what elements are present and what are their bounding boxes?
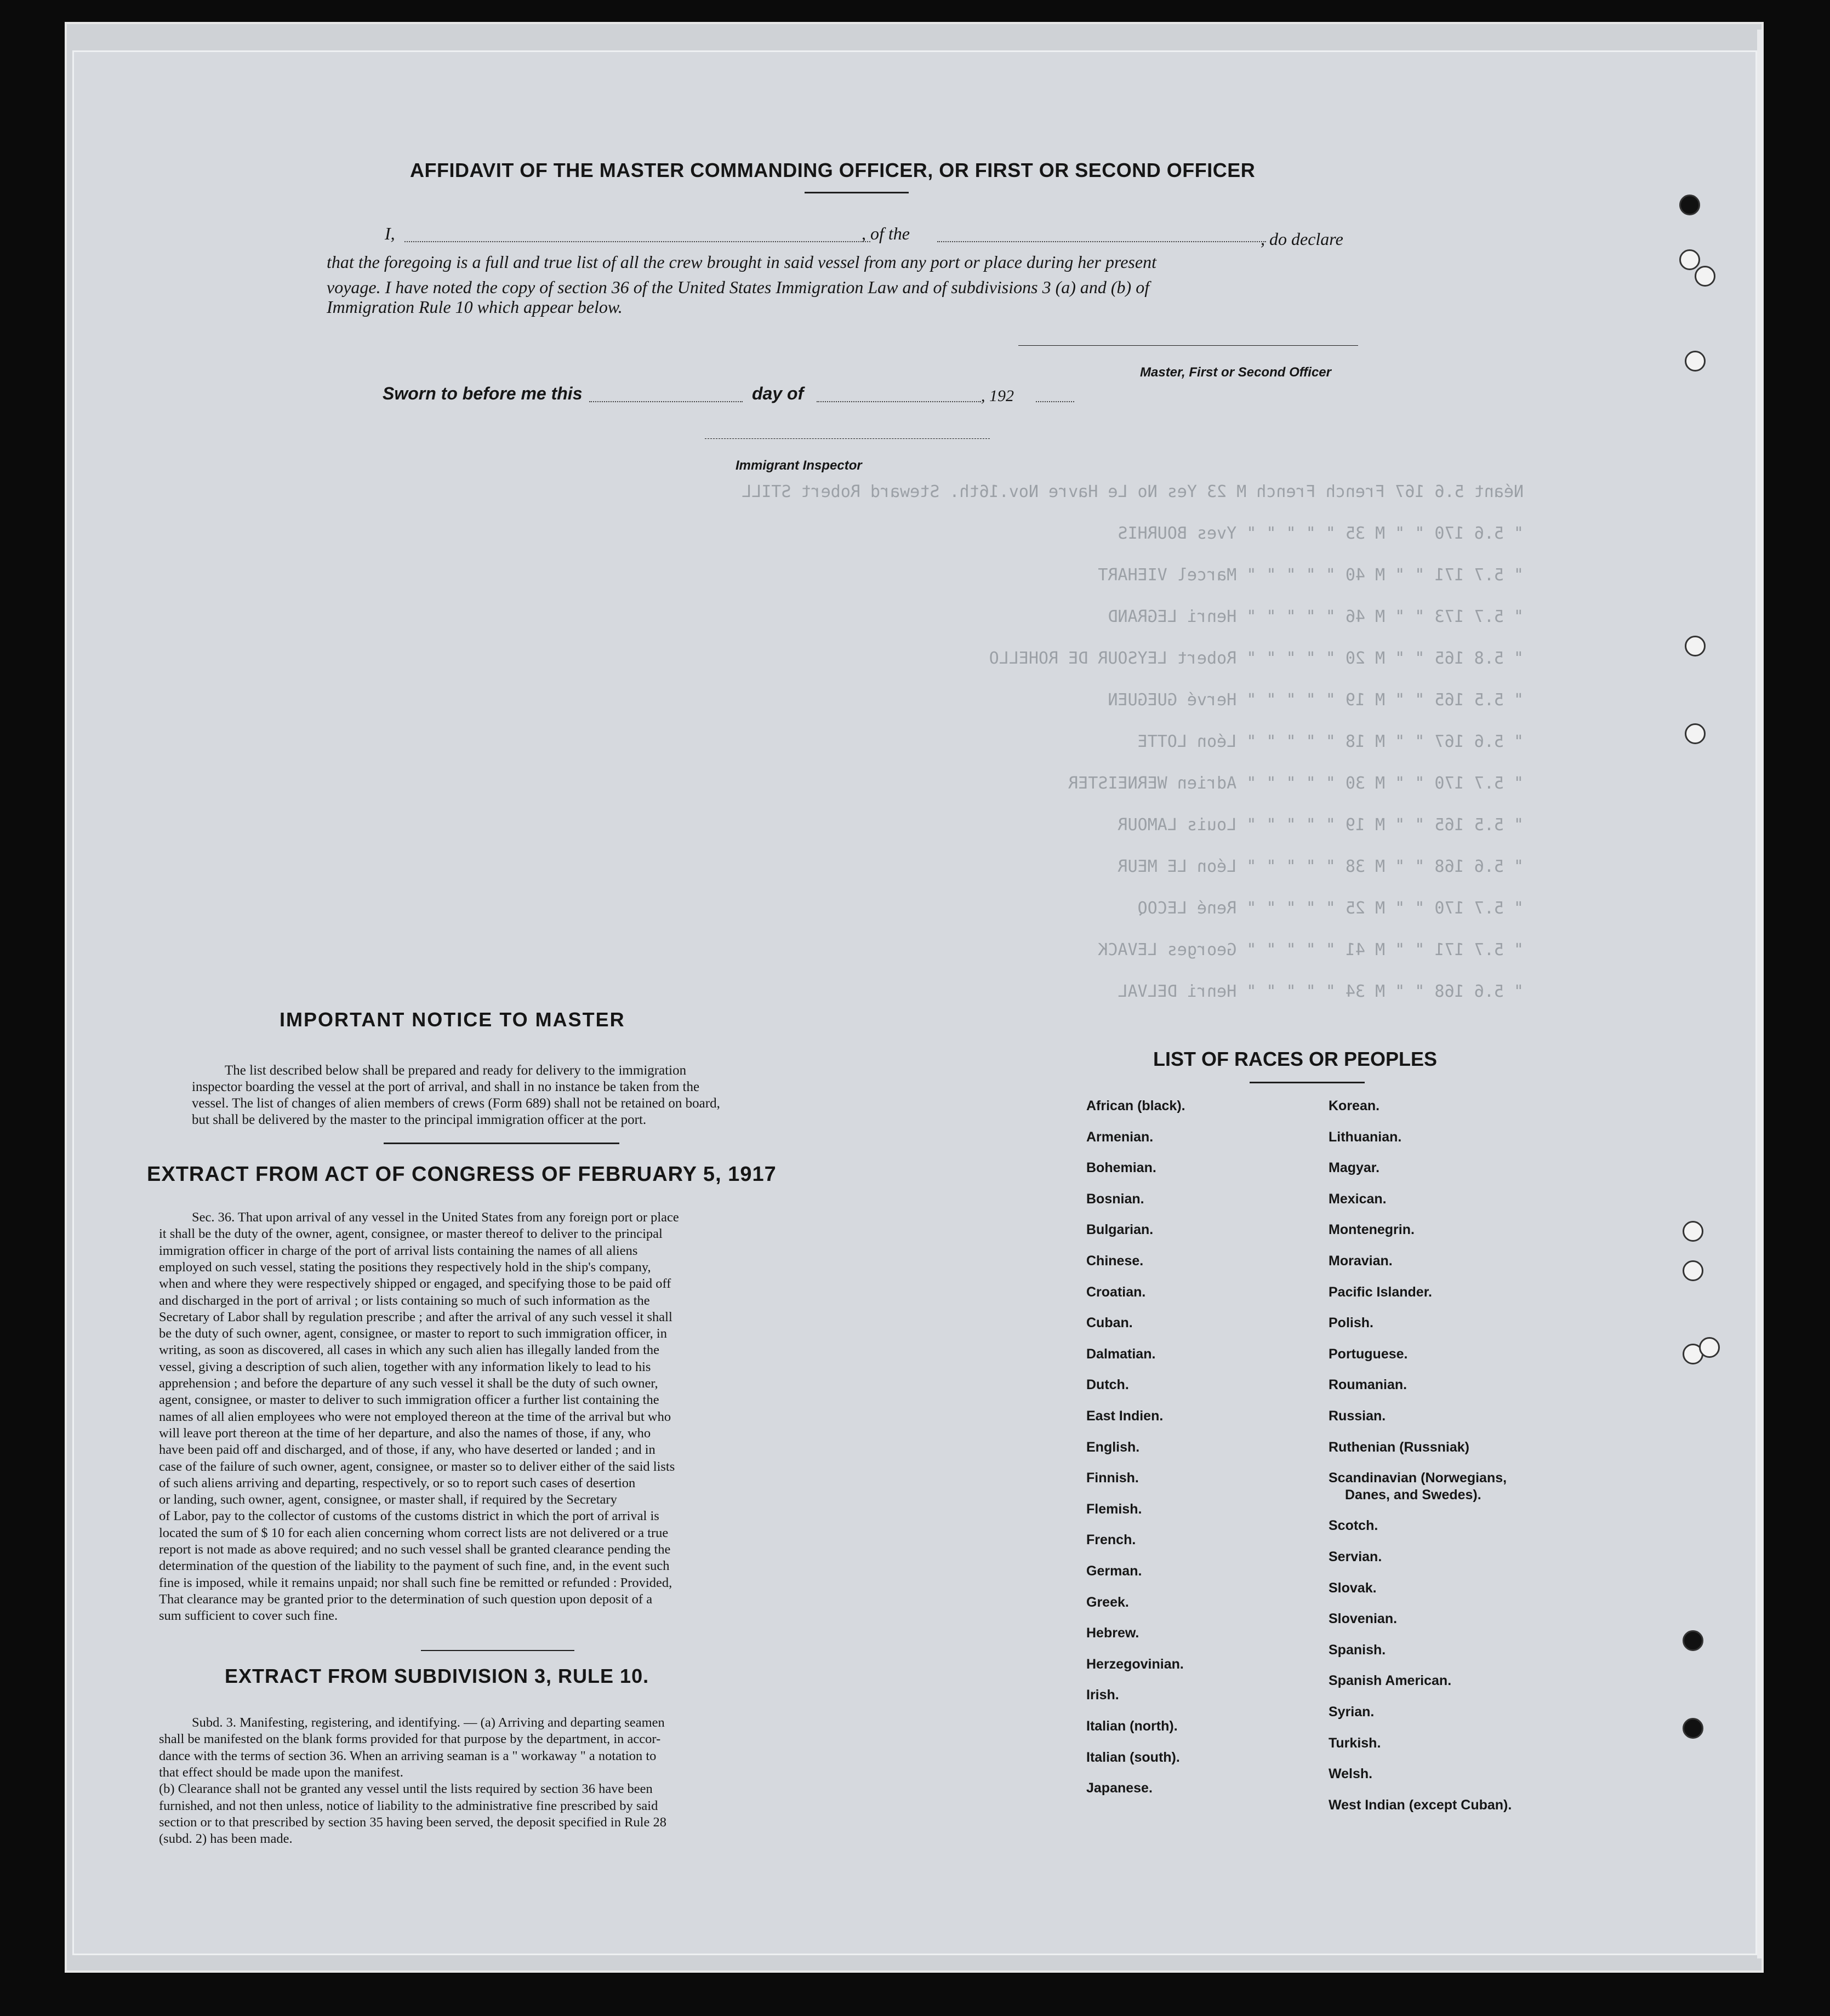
act-line: it shall be the duty of the owner, agent, consignee, or master thereof to deliver to the principal <box>159 1226 663 1242</box>
race-item: Ruthenian (Russniak) <box>1329 1439 1469 1455</box>
race-item: Finnish. <box>1086 1470 1139 1486</box>
name-field[interactable] <box>404 241 870 242</box>
race-item: Japanese. <box>1086 1780 1153 1796</box>
act-line: and discharged in the port of arrival ; or lists containing so much of such information as the <box>159 1293 650 1308</box>
race-item: Roumanian. <box>1329 1377 1407 1393</box>
race-item: Danes, and Swedes). <box>1345 1487 1481 1503</box>
punch-hole <box>1699 1337 1720 1358</box>
punch-hole <box>1683 1718 1703 1739</box>
act-line: employed on such vessel, stating the positions they respectively hold in the ship's company, <box>159 1259 651 1275</box>
inspector-signature-line[interactable] <box>705 438 990 439</box>
punch-hole <box>1685 636 1706 656</box>
act-line: will leave port thereon at the time of her departure, and also the names of those, if any, who <box>159 1425 651 1441</box>
race-item: Herzegovinian. <box>1086 1656 1184 1672</box>
act-line: vessel, giving a description of such alien, together with any information likely to lead to his <box>159 1359 651 1374</box>
bleed-through-row: " 5.5 165 " " M 19 " " " " " Hervé GUEGUEN <box>1108 690 1524 710</box>
bleed-through-row: " 5.7 170 " " M 25 " " " " " René LECOQ <box>1137 899 1524 918</box>
act-line: apprehension ; and before the departure of any such vessel it shall be the duty of such owner, <box>159 1376 658 1391</box>
rule-line: (b) Clearance shall not be granted any vessel until the lists required by section 36 have been <box>159 1781 653 1797</box>
bleed-through-row: " 5.6 167 " " M 18 " " " " " Léon LOTTE <box>1137 732 1524 751</box>
year-prefix: , 192 <box>981 387 1014 405</box>
affidavit-line-4: Immigration Rule 10 which appear below. <box>327 297 623 317</box>
bleed-through-row: " 5.6 168 " " M 34 " " " " " Henri DELVAL <box>1118 982 1524 1001</box>
race-item: Welsh. <box>1329 1766 1373 1782</box>
sworn-year-field[interactable] <box>1036 401 1074 402</box>
race-item: Moravian. <box>1329 1253 1393 1269</box>
master-signature-line[interactable] <box>1018 345 1358 346</box>
races-title: LIST OF RACES OR PEOPLES <box>1153 1048 1438 1070</box>
race-item: Irish. <box>1086 1687 1119 1703</box>
rule-line: (subd. 2) has been made. <box>159 1831 293 1847</box>
rule-line: section or to that prescribed by section 35 having been served, the deposit specified in Rule 28 <box>159 1814 666 1830</box>
race-item: Dutch. <box>1086 1377 1129 1393</box>
affidavit-title: AFFIDAVIT OF THE MASTER COMMANDING OFFICER, OR FIRST OR SECOND OFFICER <box>410 159 1256 181</box>
inspector-caption: Immigrant Inspector <box>736 458 862 473</box>
bleed-through-row: " 5.5 165 " " M 19 " " " " " Louis LAMOUR <box>1118 815 1524 835</box>
race-item: Bohemian. <box>1086 1160 1156 1176</box>
sworn-day-field[interactable] <box>589 401 743 402</box>
race-item: Spanish. <box>1329 1642 1386 1658</box>
race-item: Chinese. <box>1086 1253 1144 1269</box>
vessel-field[interactable] <box>937 241 1266 242</box>
rule-line: Subd. 3. Manifesting, registering, and identifying. — (a) Arriving and departing seamen <box>192 1715 665 1730</box>
bleed-through-row: Néant 5.6 167 French French M 23 Yes No Le Havre Nov.16th. Steward Robert STILL <box>742 482 1524 501</box>
race-item: Portuguese. <box>1329 1346 1408 1362</box>
race-item: Korean. <box>1329 1098 1380 1113</box>
affidavit-line-3: voyage. I have noted the copy of section 36 of the United States Immigration Law and of subdivisions 3 (a) and (b) of <box>327 277 1150 297</box>
race-item: Bosnian. <box>1086 1191 1144 1207</box>
bleed-through-row: " 5.7 171 " " M 41 " " " " " Georges LEVACK <box>1098 940 1524 960</box>
race-item: French. <box>1086 1532 1136 1548</box>
race-item: Syrian. <box>1329 1704 1375 1720</box>
sworn-label: Sworn to before me this <box>383 384 583 403</box>
bleed-through-row: " 5.7 173 " " M 46 " " " " " Henri LEGRAND <box>1108 607 1524 626</box>
race-item: English. <box>1086 1439 1140 1455</box>
race-item: Pacific Islander. <box>1329 1284 1432 1300</box>
punch-hole <box>1685 723 1706 744</box>
day-of-label: day of <box>752 384 804 403</box>
act-line: fine is imposed, while it remains unpaid; nor shall such fine be remitted or refunded : Provided, <box>159 1575 672 1590</box>
race-item: Montenegrin. <box>1329 1222 1415 1238</box>
affidavit-of-the: , of the <box>862 224 910 243</box>
race-item: Spanish American. <box>1329 1673 1452 1689</box>
punch-hole <box>1679 249 1700 270</box>
bleed-through-row: " 5.7 171 " " M 40 " " " " " Marcel VIEHART <box>1098 566 1524 585</box>
rule-line: that effect should be made upon the manifest. <box>159 1764 403 1780</box>
act-line: case of the failure of such owner, agent, consignee, or master so to deliver either of the said lists <box>159 1459 675 1474</box>
race-item: East Indien. <box>1086 1408 1164 1424</box>
race-item: Bulgarian. <box>1086 1222 1154 1238</box>
rule-line: dance with the terms of section 36. When an arriving seaman is a " workaway " a notation to <box>159 1748 657 1763</box>
rule-line: furnished, and not then unless, notice of liability to the administrative fine prescribed by said <box>159 1798 658 1813</box>
act-line: Sec. 36. That upon arrival of any vessel in the United States from any foreign port or place <box>192 1210 679 1225</box>
act-line: agent, consignee, or master to deliver to such immigration officer a further list containing the <box>159 1392 659 1408</box>
affidavit-i: I, <box>385 224 395 243</box>
race-item: Greek. <box>1086 1594 1129 1610</box>
punch-hole <box>1683 1221 1703 1242</box>
notice-line: but shall be delivered by the master to the principal immigration officer at the port. <box>192 1112 647 1127</box>
notice-line: inspector boarding the vessel at the port of arrival, and shall in no instance be taken from the <box>192 1080 700 1094</box>
race-item: Slovak. <box>1329 1580 1377 1596</box>
act-line: That clearance may be granted prior to the determination of such question upon deposit of a <box>159 1591 653 1607</box>
race-item: Turkish. <box>1329 1735 1381 1751</box>
act-line: immigration officer in charge of the port of arrival lists containing the names of all aliens <box>159 1243 638 1258</box>
affidavit-do-declare: , do declare <box>1261 229 1343 249</box>
race-item: African (black). <box>1086 1098 1185 1113</box>
act-line: of such aliens arriving and departing, respectively, or so to report such cases of desertion <box>159 1475 636 1490</box>
rule-line: shall be manifested on the blank forms provided for that purpose by the department, in accor- <box>159 1732 661 1747</box>
race-item: Lithuanian. <box>1329 1129 1402 1145</box>
race-item: Croatian. <box>1086 1284 1146 1300</box>
act-rule-top <box>384 1143 619 1144</box>
act-line: or landing, such owner, agent, consignee, or master shall, if required by the Secretary <box>159 1492 617 1507</box>
sworn-month-field[interactable] <box>817 401 981 402</box>
rule-rule-top <box>421 1650 574 1651</box>
act-line: determination of the question of the liability to the payment of such fine, and, in the event such <box>159 1558 670 1574</box>
affidavit-line-2: that the foregoing is a full and true list of all the crew brought in said vessel from any port or place during her present <box>327 252 1156 272</box>
notice-line: The list described below shall be prepared and ready for delivery to the immigration <box>225 1063 687 1078</box>
act-line: Secretary of Labor shall by regulation prescribe ; and after the arrival of any such vessel it shall <box>159 1309 672 1324</box>
bleed-through-row: " 5.7 170 " " M 30 " " " " " Adrien WERNEISTER <box>1068 774 1524 793</box>
master-caption: Master, First or Second Officer <box>1140 365 1331 380</box>
punch-hole <box>1685 351 1706 372</box>
race-item: Italian (north). <box>1086 1718 1178 1734</box>
race-item: Dalmatian. <box>1086 1346 1156 1362</box>
race-item: Mexican. <box>1329 1191 1387 1207</box>
act-line: be the duty of such owner, agent, consignee, or master to report to such immigration officer, in <box>159 1326 667 1341</box>
act-line: sum sufficient to cover such fine. <box>159 1608 338 1624</box>
act-line: of Labor, pay to the collector of customs of the customs district in which the port of arrival is <box>159 1509 659 1524</box>
rule-title: EXTRACT FROM SUBDIVISION 3, RULE 10. <box>225 1665 649 1687</box>
race-item: German. <box>1086 1563 1142 1579</box>
race-item: Scandinavian (Norwegians, <box>1329 1470 1507 1486</box>
race-item: Russian. <box>1329 1408 1386 1424</box>
race-item: Magyar. <box>1329 1160 1380 1176</box>
act-line: report is not made as above required; and no such vessel shall be granted clearance pending the <box>159 1542 671 1557</box>
race-item: Servian. <box>1329 1549 1382 1564</box>
act-line: when and where they were respectively shipped or engaged, and specifying those to be paid off <box>159 1276 671 1292</box>
act-line: have been paid off and discharged, and of those, if any, who have deserted or landed ; and in <box>159 1442 655 1458</box>
punch-hole <box>1683 1260 1703 1281</box>
title-underline <box>805 192 909 193</box>
bleed-through-row: " 5.6 168 " " M 38 " " " " " Léon LE MEUR <box>1118 857 1524 876</box>
race-item: Hebrew. <box>1086 1625 1139 1641</box>
race-item: Italian (south). <box>1086 1749 1180 1765</box>
bleed-through-row: " 5.8 165 " " M 20 " " " " " Robert LEYSOUR DE ROHELLO <box>989 649 1524 668</box>
race-item: Cuban. <box>1086 1315 1133 1331</box>
act-line: located the sum of $ 10 for each alien concerning whom correct lists are not delivered or a true <box>159 1525 669 1540</box>
notice-line: vessel. The list of changes of alien members of crews (Form 689) shall not be retained on board, <box>192 1096 720 1111</box>
punch-hole <box>1695 266 1715 287</box>
notice-title: IMPORTANT NOTICE TO MASTER <box>280 1008 625 1031</box>
race-item: Polish. <box>1329 1315 1373 1331</box>
race-item: Flemish. <box>1086 1501 1142 1517</box>
race-item: West Indian (except Cuban). <box>1329 1797 1512 1813</box>
punch-hole <box>1683 1630 1703 1651</box>
races-underline <box>1250 1082 1365 1083</box>
punch-hole <box>1679 195 1700 215</box>
page-edge <box>1757 30 1763 1958</box>
race-item: Scotch. <box>1329 1518 1378 1534</box>
race-item: Slovenian. <box>1329 1611 1398 1627</box>
bleed-through-row: " 5.6 170 " " M 35 " " " " " Yves BOURHIS <box>1118 524 1524 543</box>
act-line: names of all alien employees who were not employed thereon at the time of the arrival but who <box>159 1409 671 1424</box>
act-line: writing, as soon as discovered, all cases in which any such alien has illegally landed from the <box>159 1343 660 1358</box>
act-title: EXTRACT FROM ACT OF CONGRESS OF FEBRUARY 5, 1917 <box>147 1163 777 1186</box>
race-item: Armenian. <box>1086 1129 1154 1145</box>
